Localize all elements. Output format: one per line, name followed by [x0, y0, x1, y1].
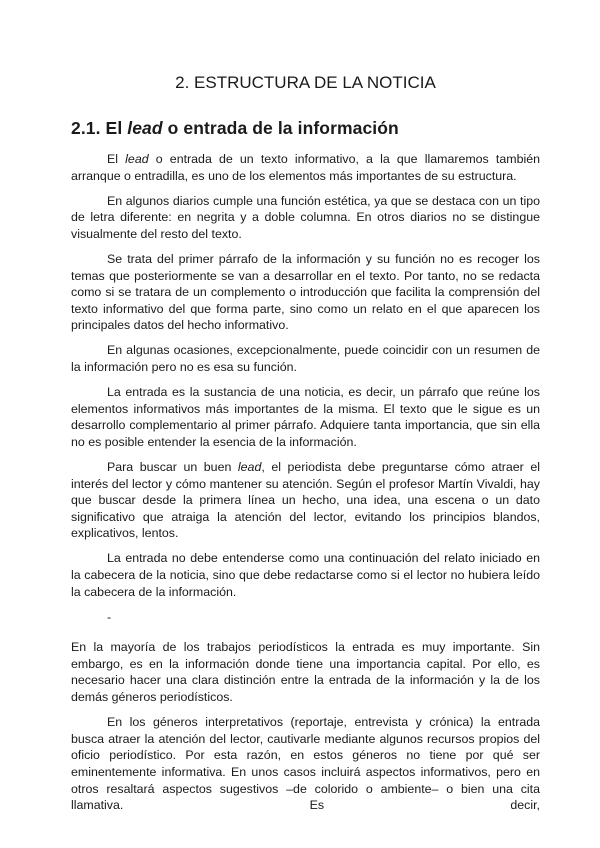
- paragraph-text: , el periodista debe preguntarse cómo atraer el interés del lector y cómo mantener su atención. Según el profesor Martín Vivaldi, hay que buscar desde la primera línea un hecho, una idea, una escena o un dato significativo que atraiga la atención del lector, evitando los principios blandos, explicativos, lentos.: [71, 460, 540, 541]
- paragraph-not-continuation: La entrada no debe entenderse como una continuación del relato iniciado en la cabecera de la noticia, sino que debe redactarse como si el lector no hubiera leído la cabecera de la información.: [71, 551, 540, 599]
- paragraph-text: El: [107, 152, 126, 166]
- paragraph-text: o entrada de un texto informativo, a la que llamaremos también arranque o entradilla, es uno de los elementos más importantes de su estructura.: [71, 152, 540, 183]
- paragraph-substance: La entrada es la sustancia de una noticia, es decir, un párrafo que reúne los elementos informativos más importantes de la misma. El texto que le sigue es un desarrollo complementario al primer párrafo. Adquiere tanta importancia, que sin ella no es posible entender la esencia de la información.: [71, 385, 540, 449]
- paragraph-interpretative-genres: En los géneros interpretativos (reportaje, entrevista y crónica) la entrada busca atraer la atención del lector, cautivarle mediante algunos recursos propios del oficio periodístico. Por esta razón, en estos géneros no tiene por qué ser eminentemente informativa. En unos casos incluirá aspectos informativos, pero en otros resaltará aspectos sugestivos –de colorido o ambiente– o bien una cita llamativa. Es decir,: [71, 715, 540, 813]
- paragraph-lead-definition: [71, 151, 540, 184]
- paragraph-good-lead: [71, 459, 540, 542]
- paragraph-first-paragraph: Se trata del primer párrafo de la información y su función no es recoger los temas que posteriormente se van a desarrollar en el texto. Por tanto, no se redacta como si se tratara de un complemento o introducción que facilita la comprensión del texto informativo del que forma parte, sino como un relato en el que aparecen los principales datos del hecho informativo.: [71, 251, 540, 333]
- document-body: [71, 151, 540, 822]
- paragraph-journalistic-works: En la mayoría de los trabajos periodísticos la entrada es muy importante. Sin embargo, es en la información donde tiene una importancia capital. Por ello, es necesario hacer una clara distinción entre la entrada de la información y la de los demás géneros periodísticos.: [71, 640, 540, 705]
- section-heading: [71, 118, 399, 139]
- chapter-title: 2. ESTRUCTURA DE LA NOTICIA: [175, 73, 436, 92]
- paragraph-italic-term: lead: [125, 152, 149, 166]
- section-heading-number: 2.1. El: [71, 118, 128, 138]
- paragraph-italic-term: lead: [237, 460, 262, 474]
- separator-dash: -: [107, 609, 112, 624]
- section-heading-rest: o entrada de la información: [162, 118, 399, 138]
- paragraph-summary: En algunas ocasiones, excepcionalmente, puede coincidir con un resumen de la información pero no es esa su función.: [71, 343, 540, 375]
- paragraph-aesthetic-function: En algunos diarios cumple una función estética, ya que se destaca con un tipo de letra diferente: en negrita y a doble columna. En otros diarios no se distingue visualmente del resto del texto.: [71, 193, 540, 241]
- paragraph-text: Para buscar un buen: [107, 460, 238, 474]
- section-heading-italic: lead: [127, 118, 163, 138]
